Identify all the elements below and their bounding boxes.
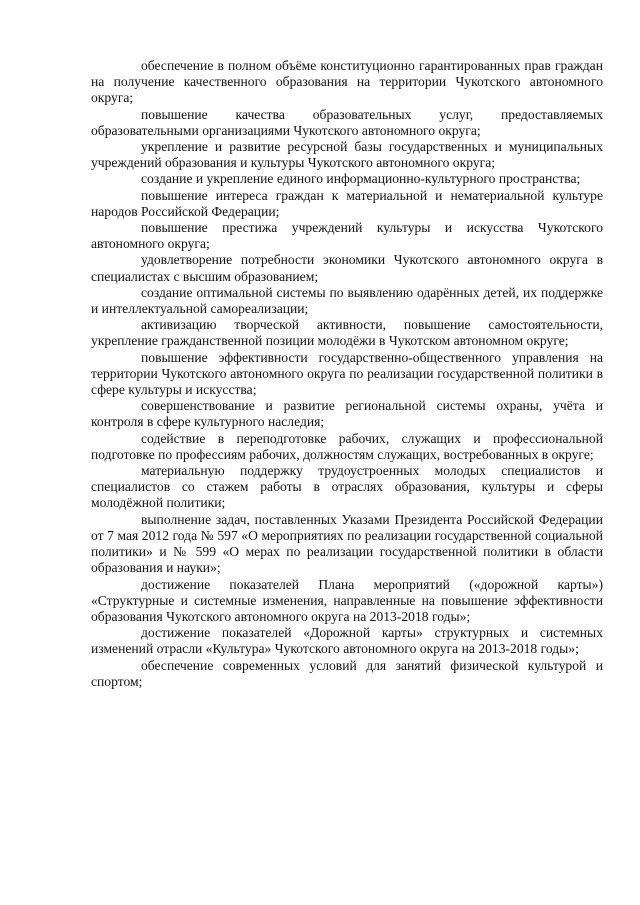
list-item: обеспечение в полном объёме конституционно гарантированных прав граждан на получение качественного образования на территории Чукотского автономного округа; bbox=[91, 58, 603, 106]
list-item: повышение качества образовательных услуг, предоставляемых образовательными организациями Чукотского автономного округа; bbox=[91, 106, 603, 138]
list-item: удовлетворение потребности экономики Чукотского автономного округа в специалистах с высшим образованием; bbox=[91, 252, 603, 284]
list-item: повышение интереса граждан к материальной и нематериальной культуре народов Российской Федерации; bbox=[91, 187, 603, 219]
list-item: укрепление и развитие ресурсной базы государственных и муниципальных учреждений образования и культуры Чукотского автономного округа; bbox=[91, 139, 603, 171]
list-item: повышение эффективности государственно-общественного управления на территории Чукотского автономного округа по реализации государственной политики в сфере культуры и искусства; bbox=[91, 349, 603, 398]
list-item: выполнение задач, поставленных Указами Президента Российской Федерации от 7 мая 2012 года № 597 «О мероприятиях по реализации государственной социальной политики» и № 599 «О мерах по реализации государственной политики в области образования и науки»; bbox=[91, 511, 603, 576]
list-item: достижение показателей «Дорожной карты» структурных и системных изменений отрасли «Культура» Чукотского автономного округа на 2013-2018 годы»; bbox=[91, 625, 603, 657]
list-item: повышение престижа учреждений культуры и искусства Чукотского автономного округа; bbox=[91, 220, 603, 252]
list-item: содействие в переподготовке рабочих, служащих и профессиональной подготовке по профессиям рабочих, должностям служащих, востребованных в округе; bbox=[91, 430, 603, 462]
list-item: обеспечение современных условий для занятий физической культурой и спортом; bbox=[91, 657, 603, 689]
list-item: активизацию творческой активности, повышение самостоятельности, укрепление гражданственной позиции молодёжи в Чукотском автономном округе; bbox=[91, 317, 603, 349]
list-item: создание и укрепление единого информационно-культурного пространства; bbox=[141, 171, 581, 187]
list-item: совершенствование и развитие региональной системы охраны, учёта и контроля в сфере культурного наследия; bbox=[91, 398, 603, 430]
document-body bbox=[91, 58, 603, 690]
list-item: достижение показателей Плана мероприятий («дорожной карты») «Структурные и системные изменения, направленные на повышение эффективности образования Чукотского автономного округа на 2013-2018 годы»; bbox=[91, 576, 603, 624]
list-item: создание оптимальной системы по выявлению одарённых детей, их поддержке и интеллектуальной самореализации; bbox=[91, 284, 603, 317]
list-item: материальную поддержку трудоустроенных молодых специалистов и специалистов со стажем работы в отраслях образования, культуры и сферы молодёжной политики; bbox=[91, 463, 603, 511]
